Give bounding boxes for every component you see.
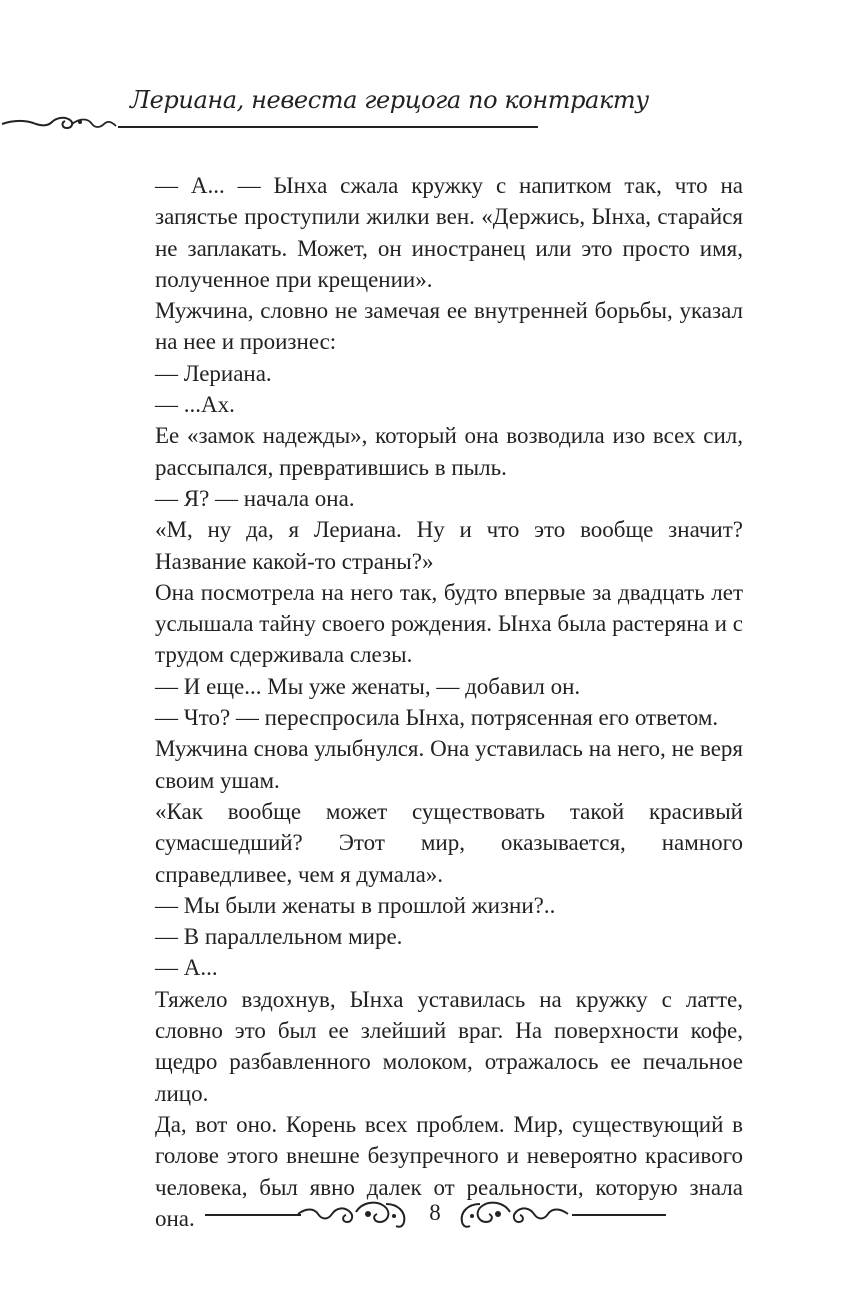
paragraph: — А... — Ынха сжала кружку с напитком так, что на запястье проступили жилки вен. «Держись, Ынха, старайся не заплакать. Может, он иностранец или это просто имя, полученное при крещении». bbox=[155, 173, 743, 292]
paragraph: Она посмотрела на него так, будто впервые за двадцать лет услышала тайну своего рождения. Ынха была растеряна и с трудом сдерживала слезы. bbox=[155, 579, 743, 668]
paragraph: Да, вот оно. Корень всех проблем. Мир, существующий в голове этого внешне безупречного и невероятно красивого человека, был явно далек от реальности, которую знала она. bbox=[155, 1111, 743, 1231]
paragraph: — ...Ах. bbox=[155, 392, 235, 418]
paragraph: «Как вообще может существовать такой красивый сумасшедший? Этот мир, оказывается, намного справедливее, чем я думала». bbox=[155, 798, 743, 887]
footer-ornament-right-icon bbox=[452, 1196, 574, 1232]
paragraph: Мужчина снова улыбнулся. Она уставилась на него, не веря своим ушам. bbox=[155, 736, 743, 793]
paragraph: — И еще... Мы уже женаты, — добавил он. bbox=[155, 673, 581, 699]
paragraph: — Что? — переспросила Ынха, потрясенная его ответом. bbox=[155, 705, 719, 731]
page-number: 8 bbox=[429, 1200, 441, 1225]
running-head bbox=[0, 82, 649, 132]
book-title: Лериана, невеста герцога по контракту bbox=[130, 86, 649, 114]
body-text bbox=[155, 170, 743, 1234]
footer-ornament-left-icon bbox=[296, 1196, 414, 1232]
paragraph: — Мы были женаты в прошлой жизни?.. bbox=[155, 892, 556, 918]
page-footer bbox=[0, 1188, 844, 1238]
footer-rule-left bbox=[205, 1214, 301, 1216]
paragraph: «М, ну да, я Лериана. Ну и что это вообще значит? Название какой-то страны?» bbox=[155, 517, 743, 574]
header-rule bbox=[118, 126, 538, 128]
paragraph: — Лериана. bbox=[155, 360, 272, 386]
footer-rule-right bbox=[572, 1214, 666, 1216]
header-flourish-icon bbox=[0, 100, 130, 136]
paragraph: Ее «замок надежды», который она возводила изо всех сил, рассыпался, превратившись в пыль. bbox=[155, 423, 743, 480]
paragraph: — Я? — начала она. bbox=[155, 485, 355, 511]
paragraph: — А... bbox=[155, 955, 218, 981]
paragraph: Мужчина, словно не замечая ее внутренней борьбы, указал на нее и произнес: bbox=[155, 298, 743, 355]
paragraph: Тяжело вздохнув, Ынха уставилась на кружку с латте, словно это был ее злейший враг. На поверхности кофе, щедро разбавленного молоком, отражалось ее печальное лицо. bbox=[155, 986, 743, 1106]
paragraph: — В параллельном мире. bbox=[155, 924, 403, 950]
